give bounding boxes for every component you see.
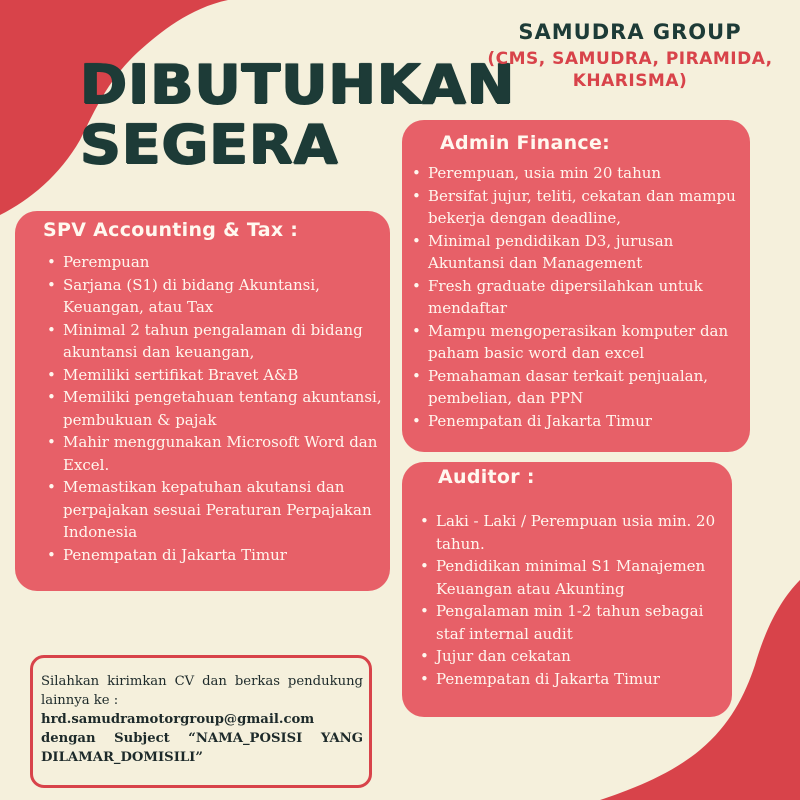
contact-subject-line-2: DILAMAR_DOMISILI” — [41, 750, 203, 765]
company-subsidiaries — [470, 48, 790, 92]
headline-line-2: SEGERA — [80, 113, 339, 176]
contact-email[interactable]: hrd.samudramotorgroup@gmail.com — [41, 712, 315, 727]
spv-accounting-card — [15, 211, 390, 591]
admin-requirements-list — [408, 162, 742, 432]
admin-title: Admin Finance: — [440, 132, 611, 154]
list-item: • Perempuan — [43, 251, 382, 274]
list-item: • Minimal pendidikan D3, jurusan Akuntansi dan Management — [408, 230, 742, 275]
contact-intro: Silahkan kirimkan CV dan berkas pendukung lainnya ke : — [41, 674, 363, 708]
list-item: • Penempatan di Jakarta Timur — [43, 544, 382, 567]
list-item: • Memiliki sertifikat Bravet A&B — [43, 364, 382, 387]
subsidiaries-line-1: (CMS, SAMUDRA, PIRAMIDA, — [487, 49, 773, 69]
auditor-title: Auditor : — [438, 466, 535, 488]
list-item: • Perempuan, usia min 20 tahun — [408, 162, 742, 185]
list-item: • Memiliki pengetahuan tentang akuntansi, pembukuan & pajak — [43, 386, 382, 431]
list-item: • Pemahaman dasar terkait penjualan, pembelian, dan PPN — [408, 365, 742, 410]
list-item: • Jujur dan cekatan — [416, 645, 724, 668]
headline-line-1: DIBUTUHKAN — [80, 53, 516, 116]
list-item: • Mampu mengoperasikan komputer dan paham basic word dan excel — [408, 320, 742, 365]
contact-subject-line-1: dengan Subject “NAMA_POSISI YANG — [41, 731, 363, 746]
list-item: • Penempatan di Jakarta Timur — [408, 410, 742, 433]
list-item: • Minimal 2 tahun pengalaman di bidang akuntansi dan keuangan, — [43, 319, 382, 364]
spv-title: SPV Accounting & Tax : — [43, 219, 299, 241]
list-item: • Sarjana (S1) di bidang Akuntansi, Keuangan, atau Tax — [43, 274, 382, 319]
list-item: • Laki - Laki / Perempuan usia min. 20 tahun. — [416, 510, 724, 555]
company-block — [470, 20, 790, 92]
list-item: • Bersifat jujur, teliti, cekatan dan mampu bekerja dengan deadline, — [408, 185, 742, 230]
list-item: • Fresh graduate dipersilahkan untuk mendaftar — [408, 275, 742, 320]
list-item: • Penempatan di Jakarta Timur — [416, 668, 724, 691]
subsidiaries-line-2: KHARISMA) — [572, 71, 688, 91]
list-item: • Pengalaman min 1-2 tahun sebagai staf internal audit — [416, 600, 724, 645]
admin-finance-card — [402, 120, 750, 452]
contact-box — [30, 655, 372, 788]
auditor-card — [402, 462, 732, 717]
list-item: • Memastikan kepatuhan akutansi dan perpajakan sesuai Peraturan Perpajakan Indonesia — [43, 476, 382, 544]
list-item: • Mahir menggunakan Microsoft Word dan Excel. — [43, 431, 382, 476]
spv-requirements-list — [43, 251, 382, 566]
company-name: SAMUDRA GROUP — [518, 20, 742, 44]
auditor-requirements-list — [416, 510, 724, 690]
list-item: • Pendidikan minimal S1 Manajemen Keuangan atau Akunting — [416, 555, 724, 600]
